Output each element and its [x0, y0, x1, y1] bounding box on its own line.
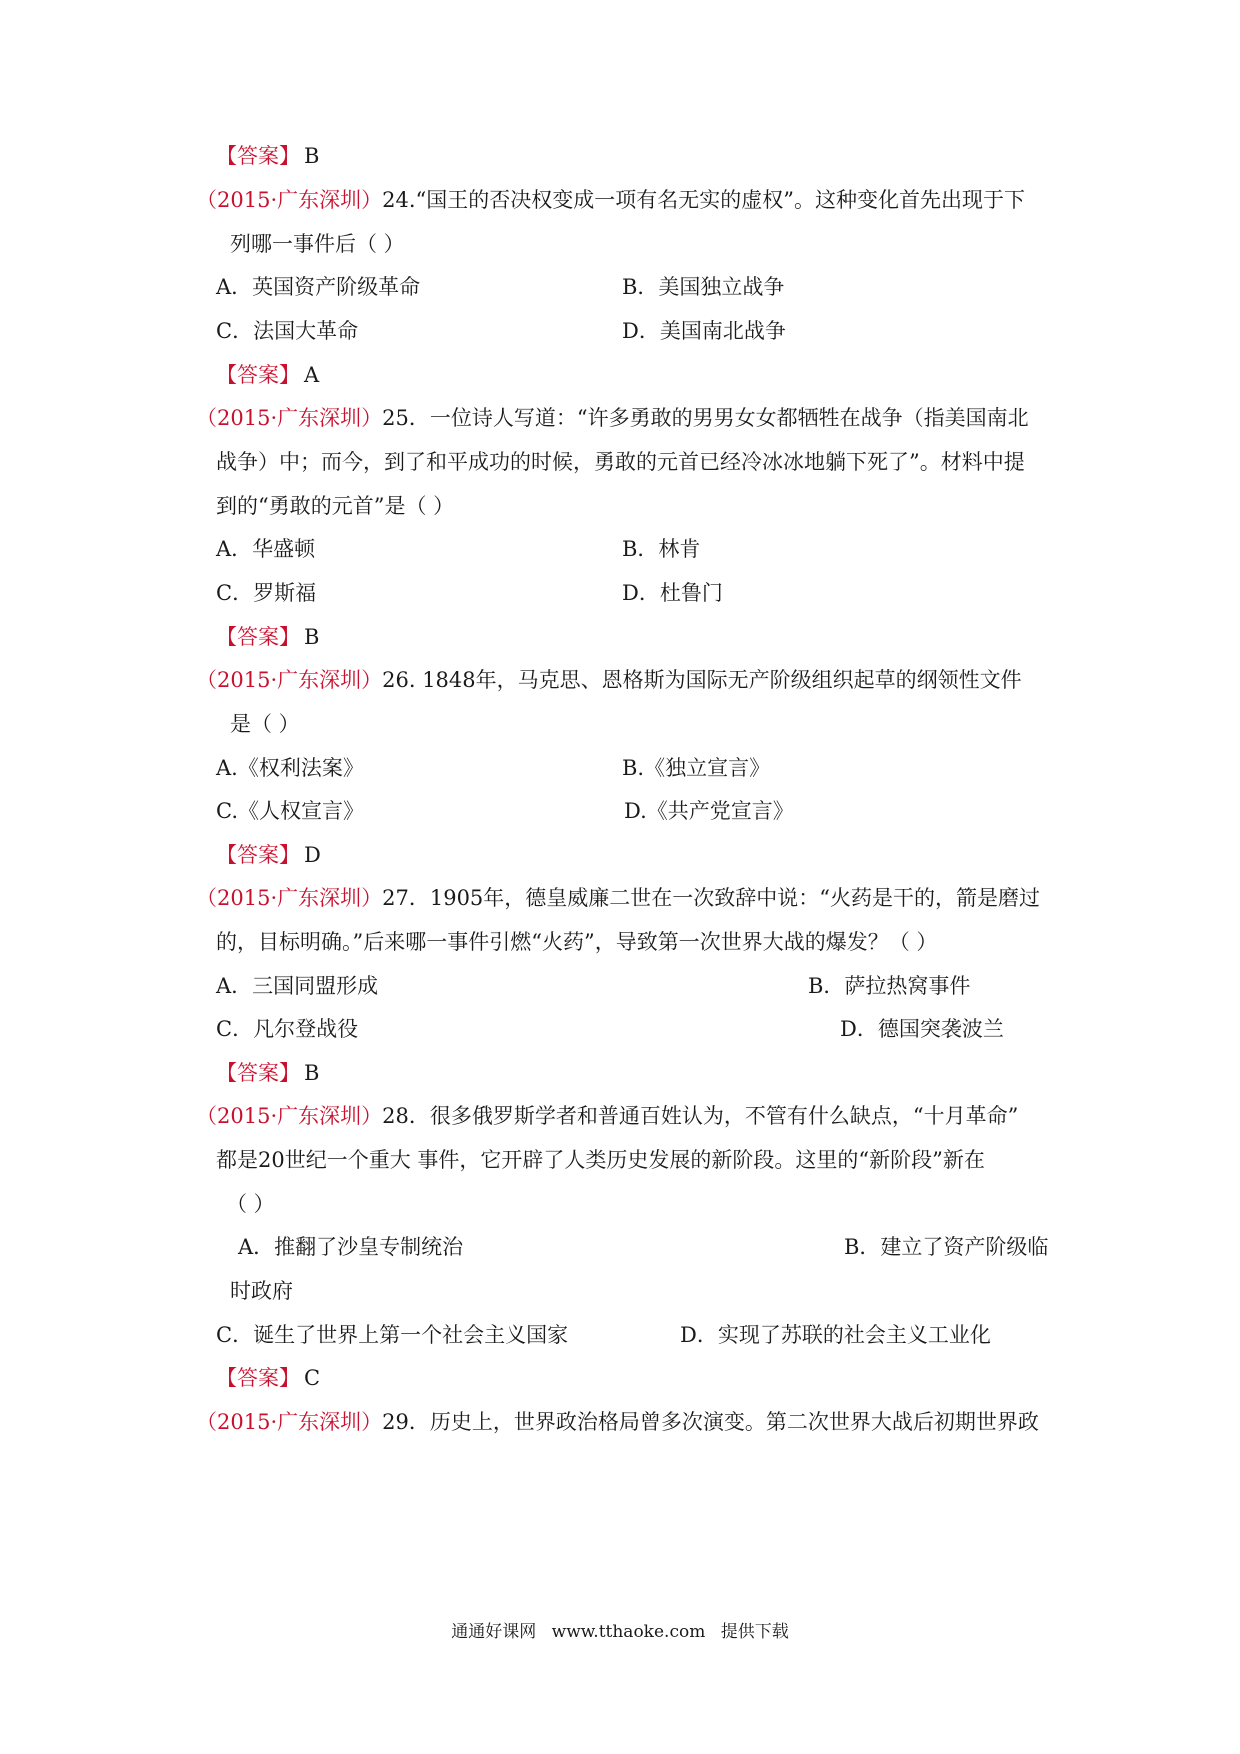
footer-suffix: 提供下载: [720, 1622, 789, 1642]
answer-value: B: [304, 625, 320, 649]
answer-label: 【答案】: [216, 363, 300, 387]
option-b: B．萨拉热窝事件: [808, 974, 971, 998]
option-a: A．三国同盟形成: [216, 974, 379, 998]
answer-line: [216, 1363, 320, 1393]
question-source: （2015·广东深圳）: [196, 188, 383, 212]
question-28-stem-line-1: （2015·广东深圳）28．很多俄罗斯学者和普通百姓认为，不管有什么缺点，“十月革命”: [196, 1104, 1019, 1128]
option-a: A．英国资产阶级革命: [216, 275, 421, 299]
question-28-stem-line-2: 都是20世纪一个重大 事件，它开辟了人类历史发展的新阶段。这里的“新阶段”新在: [216, 1148, 985, 1172]
option-d: D．实现了苏联的社会主义工业化: [680, 1323, 991, 1347]
footer-site-name: 通通好课网: [451, 1622, 537, 1642]
answer-value: B: [304, 144, 320, 168]
option-c: C．凡尔登战役: [216, 1017, 359, 1041]
answer-value: D: [304, 843, 321, 867]
answer-line: [216, 840, 321, 870]
option-d: D．杜鲁门: [622, 581, 723, 605]
question-source: （2015·广东深圳）: [196, 886, 383, 910]
question-29-stem-line-1: （2015·广东深圳）29．历史上，世界政治格局曾多次演变。第二次世界大战后初期世界政: [196, 1410, 1039, 1434]
question-source: （2015·广东深圳）: [196, 1410, 383, 1434]
answer-label: 【答案】: [216, 1061, 300, 1085]
option-b: B.《独立宣言》: [622, 756, 771, 780]
question-source: （2015·广东深圳）: [196, 406, 383, 430]
answer-label: 【答案】: [216, 144, 300, 168]
question-26-stem-line-1: （2015·广东深圳）26. 1848年，马克思、恩格斯为国际无产阶级组织起草的纲领性文件: [196, 668, 1022, 692]
answer-line: [216, 1058, 319, 1088]
footer-url: www.tthaoke.com: [551, 1622, 706, 1642]
option-b: B．美国独立战争: [622, 275, 785, 299]
answer-label: 【答案】: [216, 843, 300, 867]
option-a: A．华盛顿: [216, 537, 316, 561]
answer-value: C: [304, 1366, 321, 1390]
question-26-stem-line-2: 是（ ）: [230, 712, 300, 736]
answer-line: [216, 622, 319, 652]
option-d: D．美国南北战争: [622, 319, 786, 343]
option-c: C．法国大革命: [216, 319, 359, 343]
option-c: C．诞生了世界上第一个社会主义国家: [216, 1323, 569, 1347]
option-d: D.《共产党宣言》: [624, 799, 794, 823]
question-28-stem-line-3: （ ）: [226, 1192, 275, 1216]
question-24-stem-line-2: 列哪一事件后（ ）: [230, 232, 405, 256]
answer-line: [216, 141, 319, 171]
question-24-stem-line-1: （2015·广东深圳）24.“国王的否决权变成一项有名无实的虚权”。这种变化首先出现于下: [196, 188, 1025, 212]
option-c: C．罗斯福: [216, 581, 317, 605]
question-27-stem-line-2: 的，目标明确。”后来哪一事件引燃“火药”，导致第一次世界大战的爆发？（ ）: [216, 930, 938, 954]
option-a: A．推翻了沙皇专制统治: [238, 1235, 464, 1259]
answer-label: 【答案】: [216, 625, 300, 649]
option-b: B．建立了资产阶级临: [844, 1235, 1049, 1259]
answer-label: 【答案】: [216, 1366, 300, 1390]
answer-line: [216, 360, 319, 390]
question-source: （2015·广东深圳）: [196, 668, 383, 692]
question-source: （2015·广东深圳）: [196, 1104, 383, 1128]
question-25-stem-line-3: 到的“勇敢的元首”是（ ）: [216, 494, 455, 518]
answer-value: A: [304, 363, 320, 387]
option-b: B．林肯: [622, 537, 701, 561]
answer-value: B: [304, 1061, 320, 1085]
question-27-stem-line-1: （2015·广东深圳）27．1905年，德皇威廉二世在一次致辞中说：“火药是干的，箭是磨过: [196, 886, 1041, 910]
option-d: D．德国突袭波兰: [840, 1017, 1004, 1041]
option-c: C.《人权宣言》: [216, 799, 364, 823]
page-footer: [0, 1620, 1240, 1644]
option-b-continued: 时政府: [230, 1279, 293, 1303]
option-a: A.《权利法案》: [216, 756, 364, 780]
question-25-stem-line-1: （2015·广东深圳）25．一位诗人写道：“许多勇敢的男男女女都牺牲在战争（指美国南北: [196, 406, 1029, 430]
question-25-stem-line-2: 战争）中；而今，到了和平成功的时候，勇敢的元首已经冷冰冰地躺下死了”。材料中提: [216, 450, 1025, 474]
